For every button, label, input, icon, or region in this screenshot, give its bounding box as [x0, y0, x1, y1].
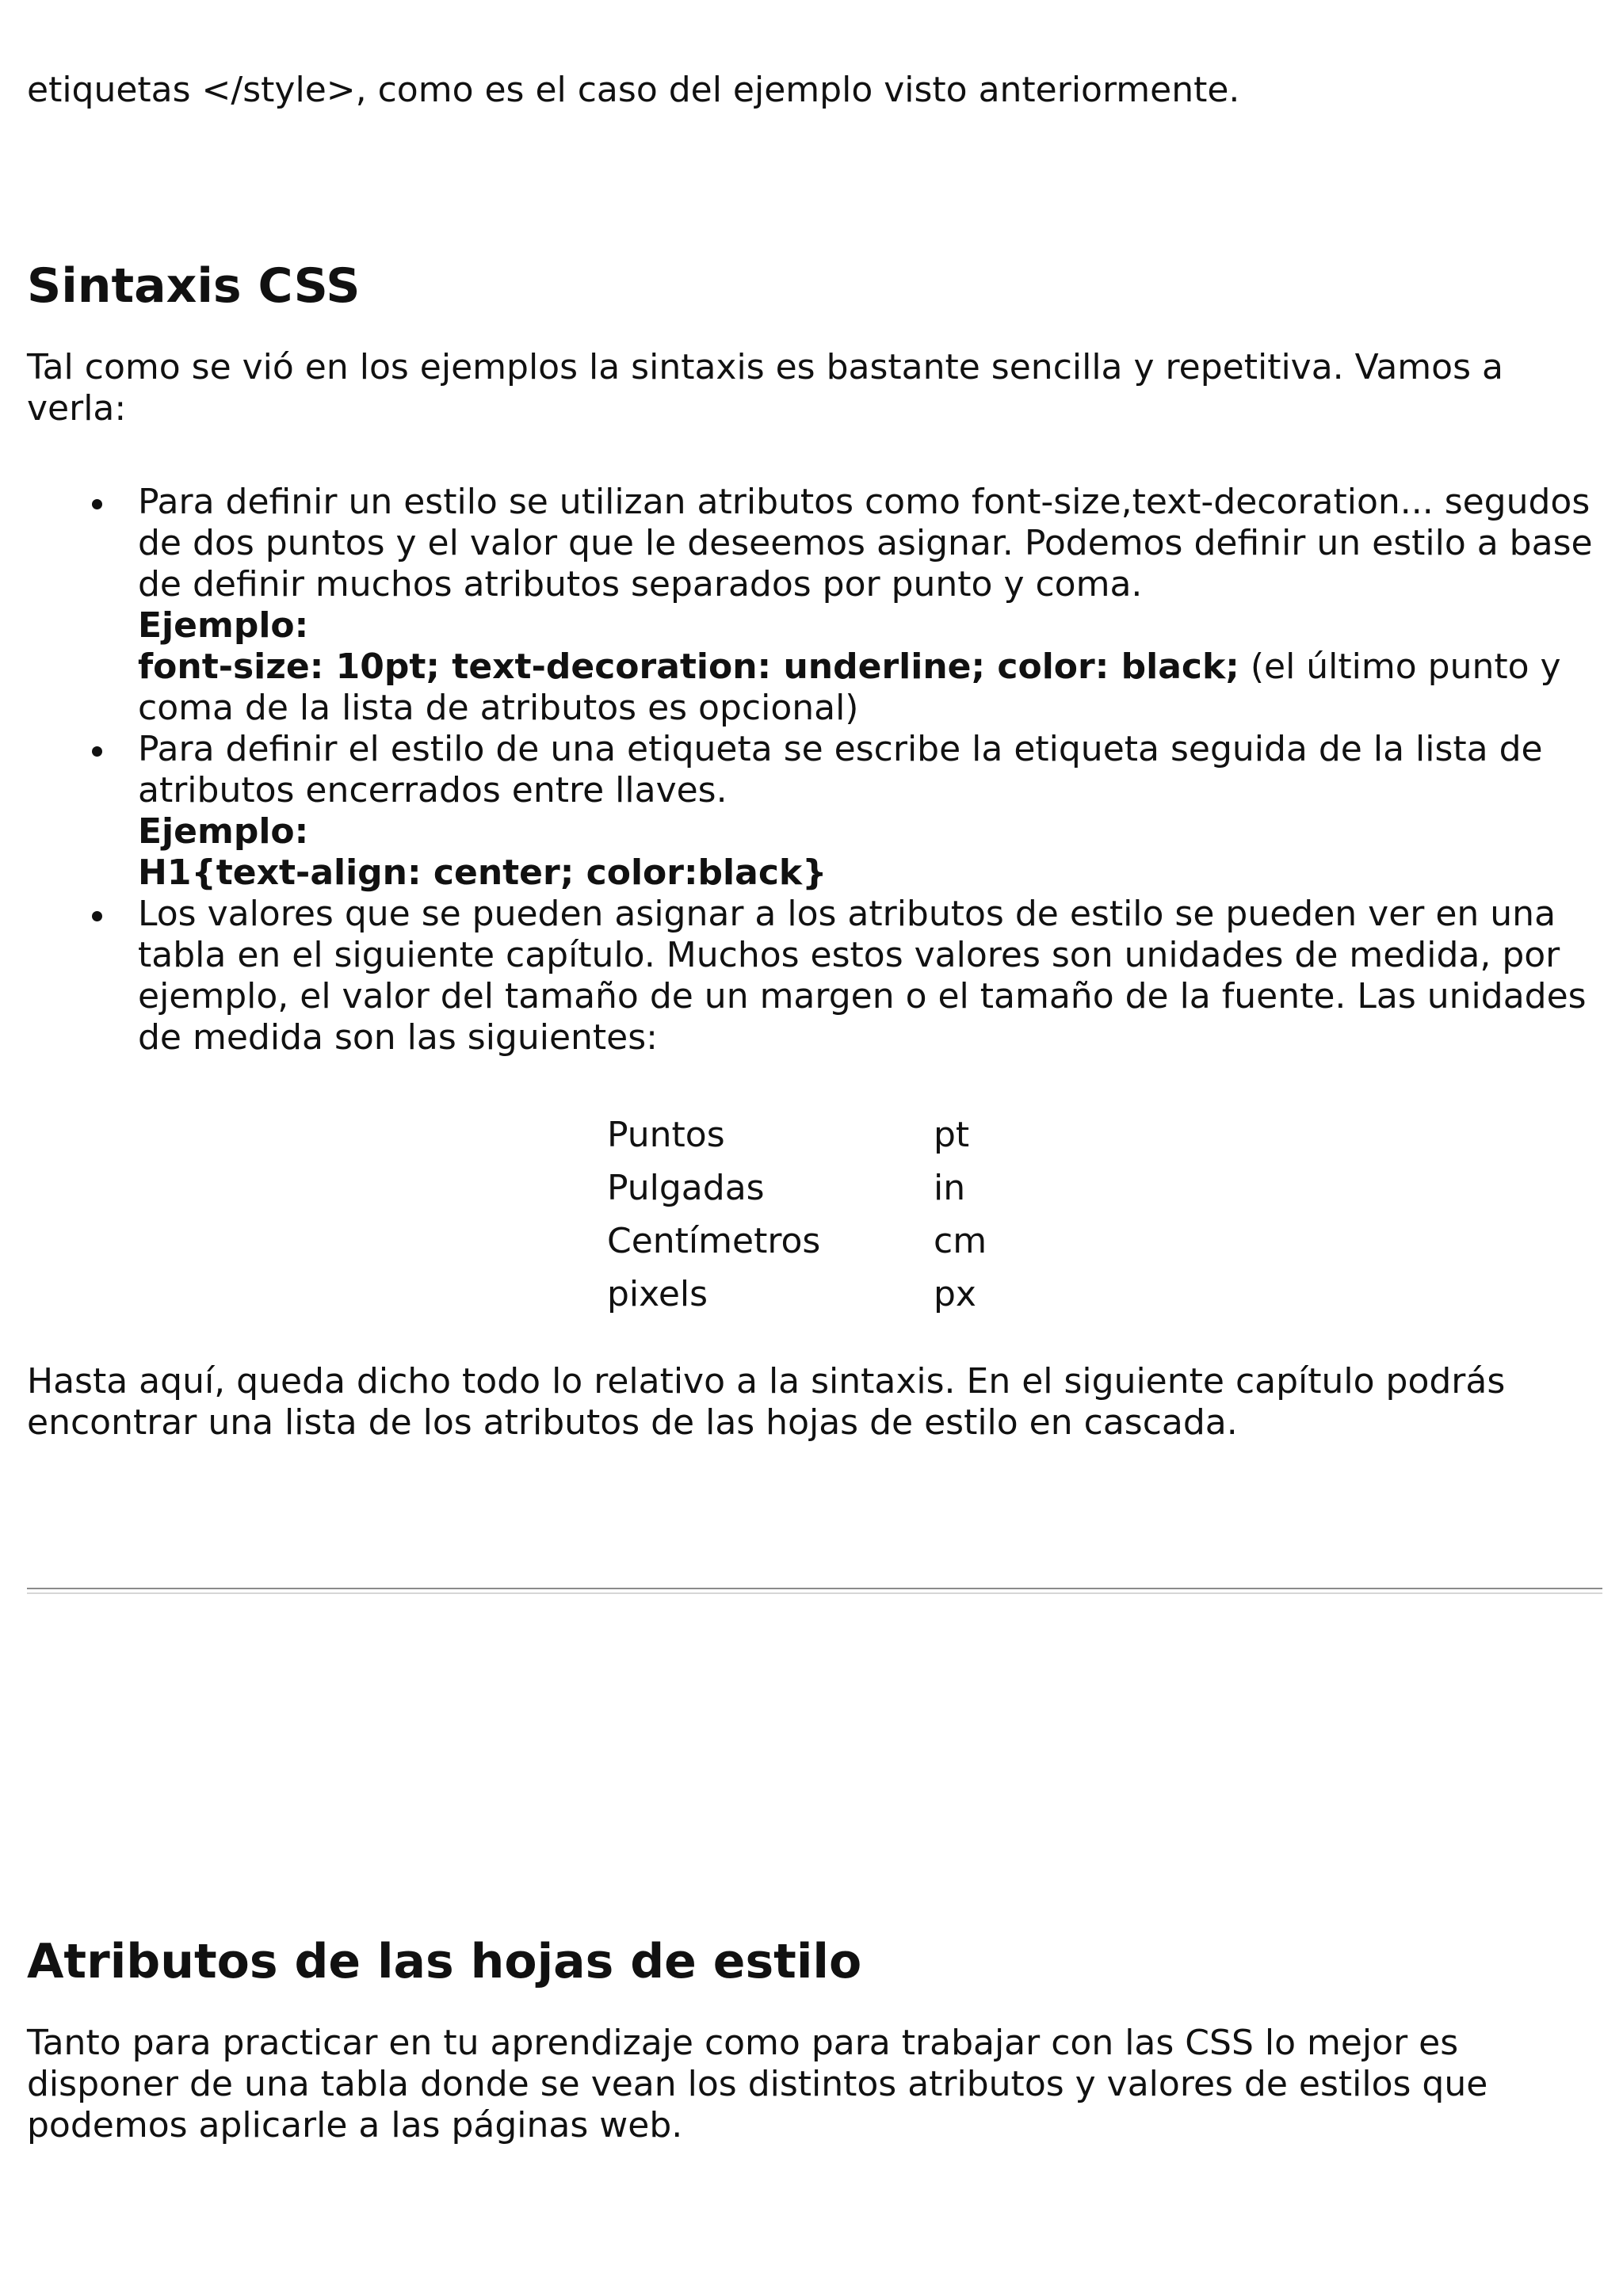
list-item [27, 894, 1604, 1058]
intro-paragraph: etiquetas </style>, como es el caso del ejemplo visto anteriormente. [27, 70, 1240, 110]
section-heading-sintaxis: Sintaxis CSS [27, 258, 361, 314]
section-heading-atributos: Atributos de las hojas de estilo [27, 1934, 862, 1989]
table-row [602, 1162, 1033, 1215]
rule-text: Los valores que se pueden asignar a los atributos de estilo se pueden ver en una tabla en el siguiente capítulo. Muchos estos valores son unidades de medida, por ejemplo, el valor del tamaño de un margen o el tamaño de la fuente. Las unidades de medida son las siguientes: [138, 894, 1587, 1058]
list-item [27, 729, 1604, 894]
unit-abbr: pt [934, 1115, 970, 1155]
atributos-intro-paragraph: Tanto para practicar en tu aprendizaje como para trabajar con las CSS lo mejor es disponer de una tabla donde se vean los distintos atributos y valores de estilos que podemos aplicarle a las páginas web. [27, 2023, 1488, 2145]
bullet-icon [92, 746, 102, 757]
example-code: H1{text-align: center; color:black} [138, 852, 827, 893]
unit-abbr: in [934, 1168, 966, 1208]
units-table [602, 1109, 1033, 1322]
example-label: Ejemplo: [138, 605, 309, 646]
sintaxis-intro-paragraph: Tal como se vió en los ejemplos la sintaxis es bastante sencilla y repetitiva. Vamos a verla: [27, 347, 1503, 429]
unit-name: Centímetros [607, 1221, 821, 1261]
rule-text: Para definir un estilo se utilizan atributos como font-size,text-decoration... segudos de dos puntos y el valor que le deseemos asignar. Podemos definir un estilo a base de definir muchos atributos separados por punto y coma. [138, 482, 1593, 605]
table-row [602, 1268, 1033, 1322]
unit-abbr: cm [934, 1221, 987, 1261]
unit-abbr: px [934, 1274, 976, 1314]
sintaxis-rules-list [27, 482, 1604, 1058]
example-label: Ejemplo: [138, 811, 309, 852]
list-item [27, 482, 1604, 729]
table-row [602, 1109, 1033, 1162]
rule-text: Para definir el estilo de una etiqueta se escribe la etiqueta seguida de la lista de atributos encerrados entre llaves. [138, 729, 1543, 810]
example-code: font-size: 10pt; text-decoration: underline; color: black; [138, 646, 1239, 687]
example-note: (el último punto y coma de la lista de atributos es opcional) [138, 646, 1561, 728]
bullet-icon [92, 499, 102, 509]
table-row [602, 1215, 1033, 1268]
unit-name: Pulgadas [607, 1168, 765, 1208]
unit-name: Puntos [607, 1115, 725, 1155]
unit-name: pixels [607, 1274, 708, 1314]
sintaxis-closing-paragraph: Hasta aquí, queda dicho todo lo relativo a la sintaxis. En el siguiente capítulo podrás encontrar una lista de los atributos de las hojas de estilo en cascada. [27, 1361, 1506, 1443]
section-divider [27, 1588, 1602, 1594]
bullet-icon [92, 911, 102, 921]
